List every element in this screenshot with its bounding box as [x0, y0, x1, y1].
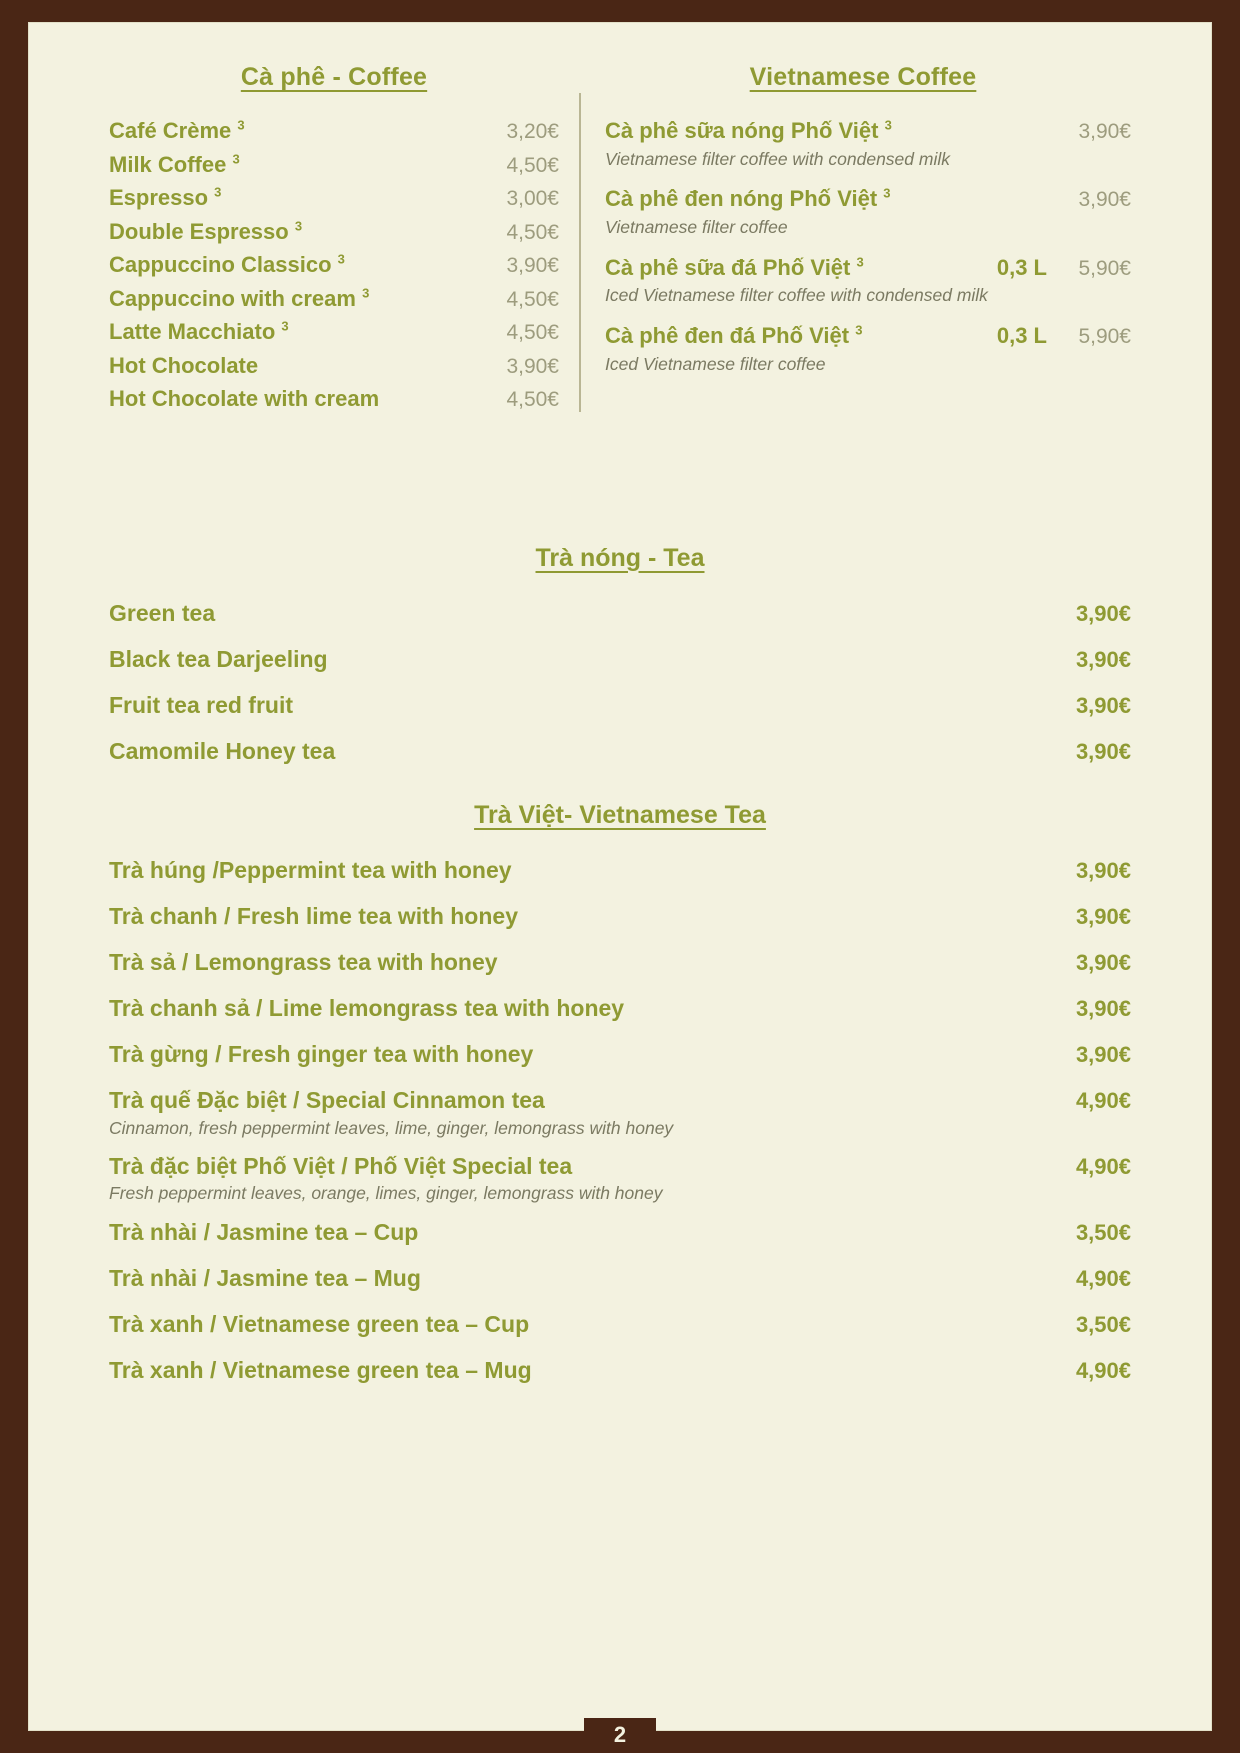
menu-item-price: 4,50€ [506, 220, 559, 244]
menu-item-price: 4,50€ [506, 153, 559, 177]
coffee-column [109, 63, 579, 416]
menu-item [109, 282, 559, 316]
tea-section-title: Trà nóng - Tea [535, 543, 705, 572]
menu-item [109, 1143, 1131, 1209]
menu-item-name: Trà xanh / Vietnamese green tea – Cup [109, 1310, 530, 1337]
footnote-marker: 3 [237, 117, 245, 133]
menu-item-description: Fresh peppermint leaves, orange, limes, ginger, lemongrass with honey [109, 1183, 663, 1204]
menu-item-price: 4,90€ [1075, 1265, 1131, 1291]
vietnamese-tea-item-list [109, 848, 1131, 1394]
menu-item-price: 3,90€ [1075, 739, 1131, 764]
menu-item [109, 1301, 1131, 1347]
menu-item-price: 3,20€ [506, 120, 559, 143]
menu-item-name: Trà nhài / Jasmine tea – Mug [109, 1264, 421, 1291]
menu-item-price: 3,50€ [1075, 1311, 1131, 1337]
menu-item-price: 3,90€ [1075, 996, 1131, 1021]
menu-item-description: Iced Vietnamese filter coffee with condensed milk [605, 285, 988, 306]
menu-item-volume: 0,3 L [996, 254, 1047, 280]
menu-item-name: Cà phê sữa đá Phố Việt $^3$ [605, 254, 864, 280]
coffee-item-list [109, 114, 559, 416]
menu-item [605, 182, 1131, 238]
menu-item [109, 1032, 1131, 1078]
menu-item-name: Trà xanh / Vietnamese green tea – Mug [109, 1356, 532, 1383]
menu-item-name: Fruit tea red fruit [109, 692, 294, 718]
tea-item-list [109, 591, 1131, 775]
menu-item [109, 114, 559, 148]
menu-item-description: Vietnamese filter coffee [605, 216, 788, 237]
vietnamese-tea-section-title: Trà Việt- Vietnamese Tea [474, 800, 766, 829]
footnote-marker: 3 [232, 151, 240, 167]
menu-item-name: Trà gừng / Fresh ginger tea with honey [109, 1041, 534, 1067]
menu-item-price: 4,50€ [506, 388, 559, 411]
menu-item-name: Black tea Darjeeling [109, 646, 328, 672]
tea-section [109, 544, 1131, 775]
menu-item-name: Cà phê sữa nóng Phố Việt $^3$ [605, 117, 892, 143]
menu-item-price: 3,90€ [1075, 950, 1131, 975]
menu-item [109, 591, 1131, 637]
menu-item-name: Hot Chocolate [109, 352, 259, 378]
menu-item-name: Trà húng /Peppermint tea with honey [109, 857, 512, 883]
menu-item-name: Camomile Honey tea [109, 738, 336, 764]
vietnamese-coffee-section-title: Vietnamese Coffee [749, 63, 977, 91]
menu-item-name: Cà phê đen đá Phố Việt $^3$ [605, 322, 863, 349]
footnote-marker: 3 [856, 254, 864, 270]
menu-item-price: 3,50€ [1075, 1219, 1131, 1245]
menu-item-name: Cappuccino with cream $^3$ [109, 285, 370, 311]
menu-item-price: 5,90€ [1078, 256, 1131, 280]
menu-item-price: 3,90€ [506, 354, 559, 378]
menu-item [109, 940, 1131, 986]
footnote-marker: 3 [214, 184, 222, 200]
footnote-marker: 3 [337, 251, 345, 267]
menu-item [109, 986, 1131, 1032]
menu-item [109, 1209, 1131, 1255]
menu-item-description: Vietnamese filter coffee with condensed milk [605, 148, 950, 169]
menu-item [109, 894, 1131, 940]
footnote-marker: 3 [294, 218, 303, 234]
menu-content [109, 63, 1131, 1690]
menu-item-price: 3,00€ [506, 187, 559, 210]
menu-item [109, 148, 559, 182]
menu-item [109, 1255, 1131, 1301]
footnote-marker: 3 [362, 285, 370, 301]
menu-item-price: 3,90€ [1075, 1042, 1131, 1067]
menu-item-description: Cinnamon, fresh peppermint leaves, lime, ginger, lemongrass with honey [109, 1117, 674, 1138]
menu-item-price: 3,90€ [1078, 188, 1131, 212]
menu-item [109, 848, 1131, 894]
menu-item-price: 3,90€ [1075, 904, 1131, 929]
menu-item-price: 4,90€ [1075, 1153, 1131, 1179]
menu-item-name: Green tea [109, 600, 216, 626]
menu-item-description: Iced Vietnamese filter coffee [605, 353, 826, 374]
menu-item [109, 181, 559, 215]
menu-item-price: 3,90€ [1075, 601, 1131, 626]
menu-item [109, 382, 559, 416]
menu-item [109, 729, 1131, 775]
menu-item-price: 3,90€ [1078, 120, 1131, 143]
vietnamese-tea-section [109, 801, 1131, 1394]
footnote-marker: 3 [883, 186, 891, 202]
menu-item [109, 637, 1131, 683]
menu-item-price: 4,50€ [506, 321, 559, 344]
menu-item [109, 1078, 1131, 1144]
menu-item-price: 3,90€ [506, 254, 559, 277]
menu-item-price: 4,90€ [1075, 1357, 1131, 1383]
menu-item-volume: 0,3 L [996, 323, 1047, 349]
menu-item [605, 319, 1131, 375]
menu-item-name: Milk Coffee $^3$ [109, 151, 240, 177]
menu-item-name: Trà chanh sả / Lime lemongrass tea with honey [109, 995, 625, 1021]
menu-item-name: Cà phê đen nóng Phố Việt $^3$ [605, 186, 891, 212]
menu-item-name: Trà nhài / Jasmine tea – Cup [109, 1218, 419, 1245]
footnote-marker: 3 [884, 117, 892, 133]
menu-item-name: Cappuccino Classico $^3$ [109, 251, 345, 277]
vietnamese-coffee-column [581, 63, 1131, 416]
page-number: 2 [584, 1718, 656, 1752]
menu-item-name: Café Crème $^3$ [109, 117, 245, 143]
menu-item [109, 315, 559, 349]
vietnamese-coffee-item-list [605, 114, 1131, 376]
menu-item-price: 3,90€ [1075, 858, 1131, 883]
menu-item-price: 5,90€ [1078, 325, 1131, 349]
menu-item-name: Latte Macchiato $^3$ [109, 318, 289, 344]
coffee-sections [109, 63, 1131, 416]
menu-item [109, 1347, 1131, 1393]
menu-item-name: Trà sả / Lemongrass tea with honey [109, 949, 498, 975]
menu-item-price: 4,50€ [506, 287, 559, 311]
menu-item [109, 215, 559, 249]
footnote-marker: 3 [855, 322, 863, 338]
footnote-marker: 3 [281, 318, 289, 334]
coffee-section-title: Cà phê - Coffee [240, 63, 428, 91]
menu-item [109, 248, 559, 282]
menu-item [109, 683, 1131, 729]
menu-item-name: Trà quế Đặc biệt / Special Cinnamon tea [109, 1087, 545, 1113]
menu-item [109, 349, 559, 383]
menu-item [605, 114, 1131, 170]
menu-item-price: 3,90€ [1075, 693, 1131, 718]
menu-item-price: 4,90€ [1075, 1088, 1131, 1113]
menu-page [28, 22, 1212, 1747]
menu-item-price: 3,90€ [1075, 647, 1131, 672]
menu-item-name: Trà đặc biệt Phố Việt / Phố Việt Special tea [109, 1152, 573, 1179]
menu-item-name: Hot Chocolate with cream [109, 386, 380, 411]
menu-item-name: Trà chanh / Fresh lime tea with honey [109, 903, 518, 929]
menu-item-name: Double Espresso $^3$ [109, 218, 303, 244]
menu-item-name: Espresso $^3$ [109, 184, 222, 210]
menu-item [605, 251, 1131, 307]
